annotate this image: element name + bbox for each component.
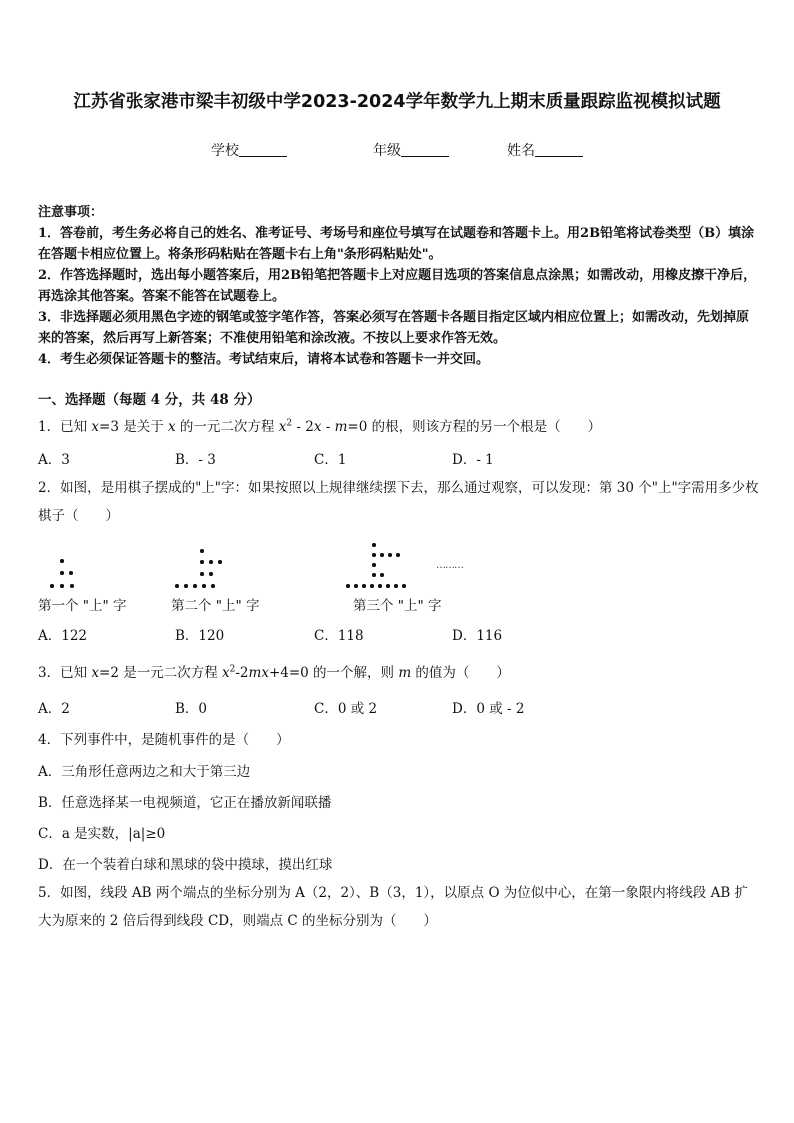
stone	[69, 571, 73, 575]
stone	[175, 584, 179, 588]
stone	[70, 584, 74, 588]
q2-option-a[interactable]: A．122	[38, 628, 88, 644]
stone	[396, 553, 400, 557]
stone	[362, 584, 366, 588]
notice-item-2: 2．作答选择题时，选出每小题答案后，用2B铅笔把答题卡上对应题目选项的答案信息点涂黑；如需改动，用橡皮擦干净后，再选涂其他答案。答案不能答在试题卷上。	[38, 268, 757, 304]
q3-text-b: =2 是一元二次方程	[99, 665, 222, 681]
stone	[372, 563, 376, 567]
q1-options	[38, 448, 760, 468]
q2-option-b[interactable]: B．120	[175, 628, 225, 644]
stone	[60, 571, 64, 575]
q3-option-d[interactable]: D．0 或 - 2	[452, 701, 525, 717]
stone	[193, 584, 197, 588]
notice-item-1: 1．答卷前，考生务必将自己的姓名、准考证号、考场号和座位号填写在试题卷和答题卡上。用2B铅笔将试卷类型（B）填涂在答题卡相应位置上。将条形码粘贴在答题卡右上角"条形码粘贴处"。	[38, 226, 755, 262]
stone	[372, 543, 376, 547]
q3-text-a: 3．已知	[38, 665, 92, 681]
name-label: 姓名	[507, 143, 535, 159]
q1-option-b[interactable]: B．- 3	[175, 452, 216, 468]
stone	[209, 572, 213, 576]
q4-option-c[interactable]: C．a 是实数，|a|≥0	[38, 826, 166, 842]
stone	[184, 584, 188, 588]
q1-text-c: 的一元二次方程	[175, 419, 279, 435]
stone	[372, 553, 376, 557]
stone	[218, 560, 222, 564]
q1-text-b: =3 是关于	[99, 419, 168, 435]
name-blank[interactable]	[535, 142, 583, 157]
notice-item-3: 3．非选择题必须用黑色字迹的钢笔或签字笔作答，答案必须写在答题卡各题目指定区域内相应位置上；如需改动，先划掉原来的答案，然后再写上新答案；不准使用铅笔和涂改液。不按以上要求作答无效。	[38, 310, 750, 346]
grade-blank[interactable]	[401, 142, 449, 157]
q1-var-x: x	[91, 419, 100, 435]
question-4: 4．下列事件中，是随机事件的是（ ）	[38, 732, 290, 748]
stone	[388, 553, 392, 557]
q3-text-e: 的值为（ ）	[411, 665, 510, 681]
stone	[211, 584, 215, 588]
notice-heading: 注意事项：	[38, 205, 104, 220]
q3-option-c[interactable]: C．0 或 2	[314, 701, 378, 717]
stone	[200, 549, 204, 553]
figure-ellipsis: ………	[436, 560, 463, 571]
q1-var-x3: x	[278, 419, 287, 435]
question-3	[38, 661, 760, 681]
stone	[200, 560, 204, 564]
q1-option-a[interactable]: A．3	[38, 452, 70, 468]
notice-section	[38, 202, 758, 370]
stone	[372, 573, 376, 577]
q2-options	[38, 624, 760, 644]
stone	[394, 584, 398, 588]
q1-exponent: 2	[286, 418, 293, 429]
q1-text-e: -	[321, 419, 335, 435]
q3-option-a[interactable]: A．2	[38, 701, 70, 717]
q3-exponent: 2	[229, 664, 236, 675]
stone	[354, 584, 358, 588]
q1-option-c[interactable]: C．1	[314, 452, 347, 468]
stone	[346, 584, 350, 588]
stone	[386, 584, 390, 588]
q1-text-d: - 2	[292, 419, 314, 435]
notice-item-4: 4．考生必须保证答题卡的整洁。考试结束后，请将本试卷和答题卡一并交回。	[38, 352, 490, 367]
q4-option-a[interactable]: A．三角形任意两边之和大于第三边	[38, 764, 251, 780]
stone	[200, 572, 204, 576]
q4-option-d[interactable]: D．在一个装着白球和黑球的袋中摸球，摸出红球	[38, 857, 333, 873]
q3-var-mx: mx	[248, 665, 269, 681]
q3-var-x: x	[91, 665, 100, 681]
q2-option-d[interactable]: D．116	[452, 628, 503, 644]
stone	[380, 553, 384, 557]
stone	[50, 584, 54, 588]
shang-character-figure	[38, 540, 498, 616]
q3-var-m: m	[398, 665, 412, 681]
stone	[380, 573, 384, 577]
exam-title: 江苏省张家港市梁丰初级中学2023-2024学年数学九上期末质量跟踪监视模拟试题	[73, 92, 721, 112]
q2-option-c[interactable]: C．118	[314, 628, 364, 644]
grade-field[interactable]	[373, 140, 449, 160]
question-2: 2．如图，是用棋子摆成的"上"字：如果按照以上规律继续摆下去，那么通过观察，可以发现：第 30 个"上"字需用多少枚棋子（ ）	[38, 480, 759, 524]
q1-option-d[interactable]: D．- 1	[452, 452, 494, 468]
section-heading: 一、选择题（每题 4 分，共 48 分）	[38, 392, 261, 408]
figure-3-label: 第三个 "上" 字	[353, 598, 442, 614]
stone	[370, 584, 374, 588]
stone	[209, 560, 213, 564]
stone	[378, 584, 382, 588]
stone	[60, 584, 64, 588]
q1-var-m: m	[334, 419, 348, 435]
school-field[interactable]	[211, 140, 287, 160]
q4-option-b[interactable]: B．任意选择某一电视频道，它正在播放新闻联播	[38, 795, 332, 811]
q1-text-a: 1．已知	[38, 419, 92, 435]
name-field[interactable]	[507, 140, 583, 160]
q3-options	[38, 697, 760, 717]
stone	[402, 584, 406, 588]
q3-text-d: +4=0 的一个解，则	[268, 665, 399, 681]
q3-text-c: -2	[235, 665, 249, 681]
stone	[60, 559, 64, 563]
figure-1-label: 第一个 "上" 字	[38, 598, 127, 614]
school-blank[interactable]	[239, 142, 287, 157]
school-label: 学校	[211, 143, 239, 159]
question-5: 5．如图，线段 AB 两个端点的坐标分别为 A（2，2）、B（3，1），以原点 O 为位似中心，在第一象限内将线段 AB 扩大为原来的 2 倍后得到线段 CD，则端点 C 的坐标分别为（ ）	[38, 885, 749, 929]
q3-var-x2: x	[222, 665, 230, 681]
q1-var-x4: x	[313, 419, 322, 435]
stone	[202, 584, 206, 588]
question-1	[38, 415, 760, 435]
q1-text-f: =0 的根，则该方程的另一个根是（ ）	[347, 419, 602, 435]
q3-option-b[interactable]: B．0	[175, 701, 208, 717]
grade-label: 年级	[373, 143, 401, 159]
q1-var-x2: x	[168, 419, 176, 435]
figure-2-label: 第二个 "上" 字	[171, 598, 260, 614]
